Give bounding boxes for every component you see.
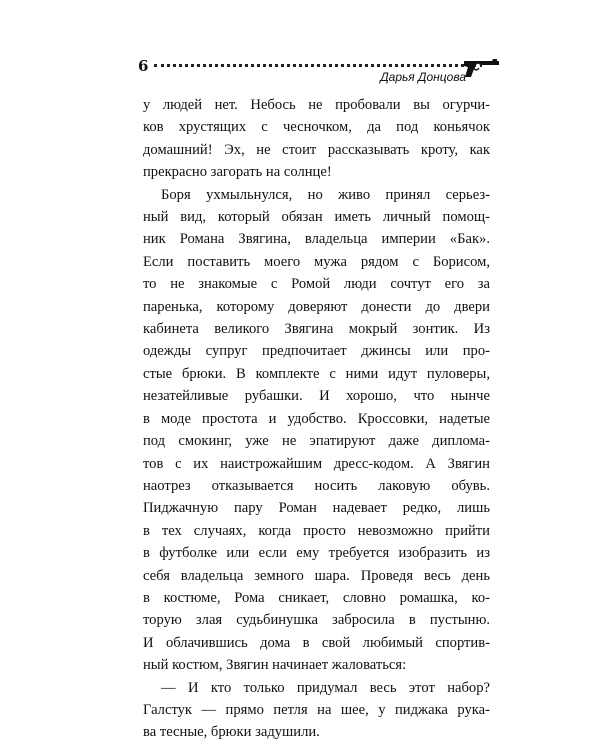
text-line: незатейливые рубашки. И хорошо, что нынче bbox=[143, 388, 490, 405]
text-line: торую злая судьбинушка забросила в пустыню. bbox=[143, 612, 490, 629]
text-line: в костюме, Рома сникает, словно ромашка, ко- bbox=[143, 589, 490, 606]
text-line: в моде простота и удобство. Кроссовки, надетые bbox=[143, 410, 490, 427]
text-line: в тех случаях, когда просто невозможно прийти bbox=[143, 522, 490, 539]
text-line: прекрасно загорать на солнце! bbox=[143, 164, 332, 181]
text-line: себя владельца земного шара. Проведя весь день bbox=[143, 567, 490, 584]
text-line: Если поставить моего мужа рядом с Борисом, bbox=[143, 253, 490, 270]
text-line: — И кто только придумал весь этот набор? bbox=[161, 679, 490, 696]
text-line: то не знакомые с Ромой люди сочтут его за bbox=[143, 276, 490, 293]
revolver-icon bbox=[462, 56, 500, 80]
text-line: кабинета великого Звягина мокрый зонтик. Из bbox=[143, 321, 490, 338]
text-line: паренька, которому доверяют донести до двери bbox=[143, 298, 490, 315]
paragraph-2 bbox=[143, 184, 490, 677]
text-line: наотрез отказывается носить лаковую обувь. bbox=[143, 477, 490, 494]
running-header bbox=[138, 56, 498, 82]
text-line: тов с их наистрожайшим дресс-кодом. А Звягин bbox=[143, 455, 490, 472]
text-line: ный вид, который обязан иметь личный помощ- bbox=[143, 209, 490, 226]
text-line: Пиджачную пару Роман надевает редко, лишь bbox=[143, 500, 490, 517]
dotted-rule bbox=[154, 64, 482, 67]
text-line: в футболке или если ему требуется изобразить из bbox=[143, 545, 490, 562]
author-name: Дарья Донцова bbox=[380, 70, 466, 84]
text-line: Галстук — прямо петля на шее, у пиджака рука- bbox=[143, 701, 490, 718]
text-line: одежды супруг предпочитает джинсы или про- bbox=[143, 343, 490, 360]
paragraph-3 bbox=[143, 677, 490, 744]
text-line: ва тесные, брюки задушили. bbox=[143, 724, 320, 741]
text-line: Боря ухмыльнулся, но живо принял серьез- bbox=[161, 186, 490, 203]
text-line: И облачившись дома в свой любимый спортив- bbox=[143, 634, 490, 651]
text-line: домашний! Эх, не стоит рассказывать кроту, как bbox=[143, 141, 490, 158]
body-text bbox=[143, 94, 490, 744]
text-line: стые брюки. В комплекте с ними идут пуловеры, bbox=[143, 365, 490, 382]
text-line: ный костюм, Звягин начинает жаловаться: bbox=[143, 657, 407, 674]
text-line: ков хрустящих с чесночком, да под коньячок bbox=[143, 119, 490, 136]
paragraph-1 bbox=[143, 94, 490, 184]
text-line: у людей нет. Небось не пробовали вы огурчи- bbox=[143, 97, 490, 113]
text-line: под смокинг, уже не эпатируют даже диплома- bbox=[143, 433, 490, 450]
page-number: 6 bbox=[138, 57, 149, 75]
text-line: ник Романа Звягина, владельца империи «Бак». bbox=[143, 231, 490, 248]
